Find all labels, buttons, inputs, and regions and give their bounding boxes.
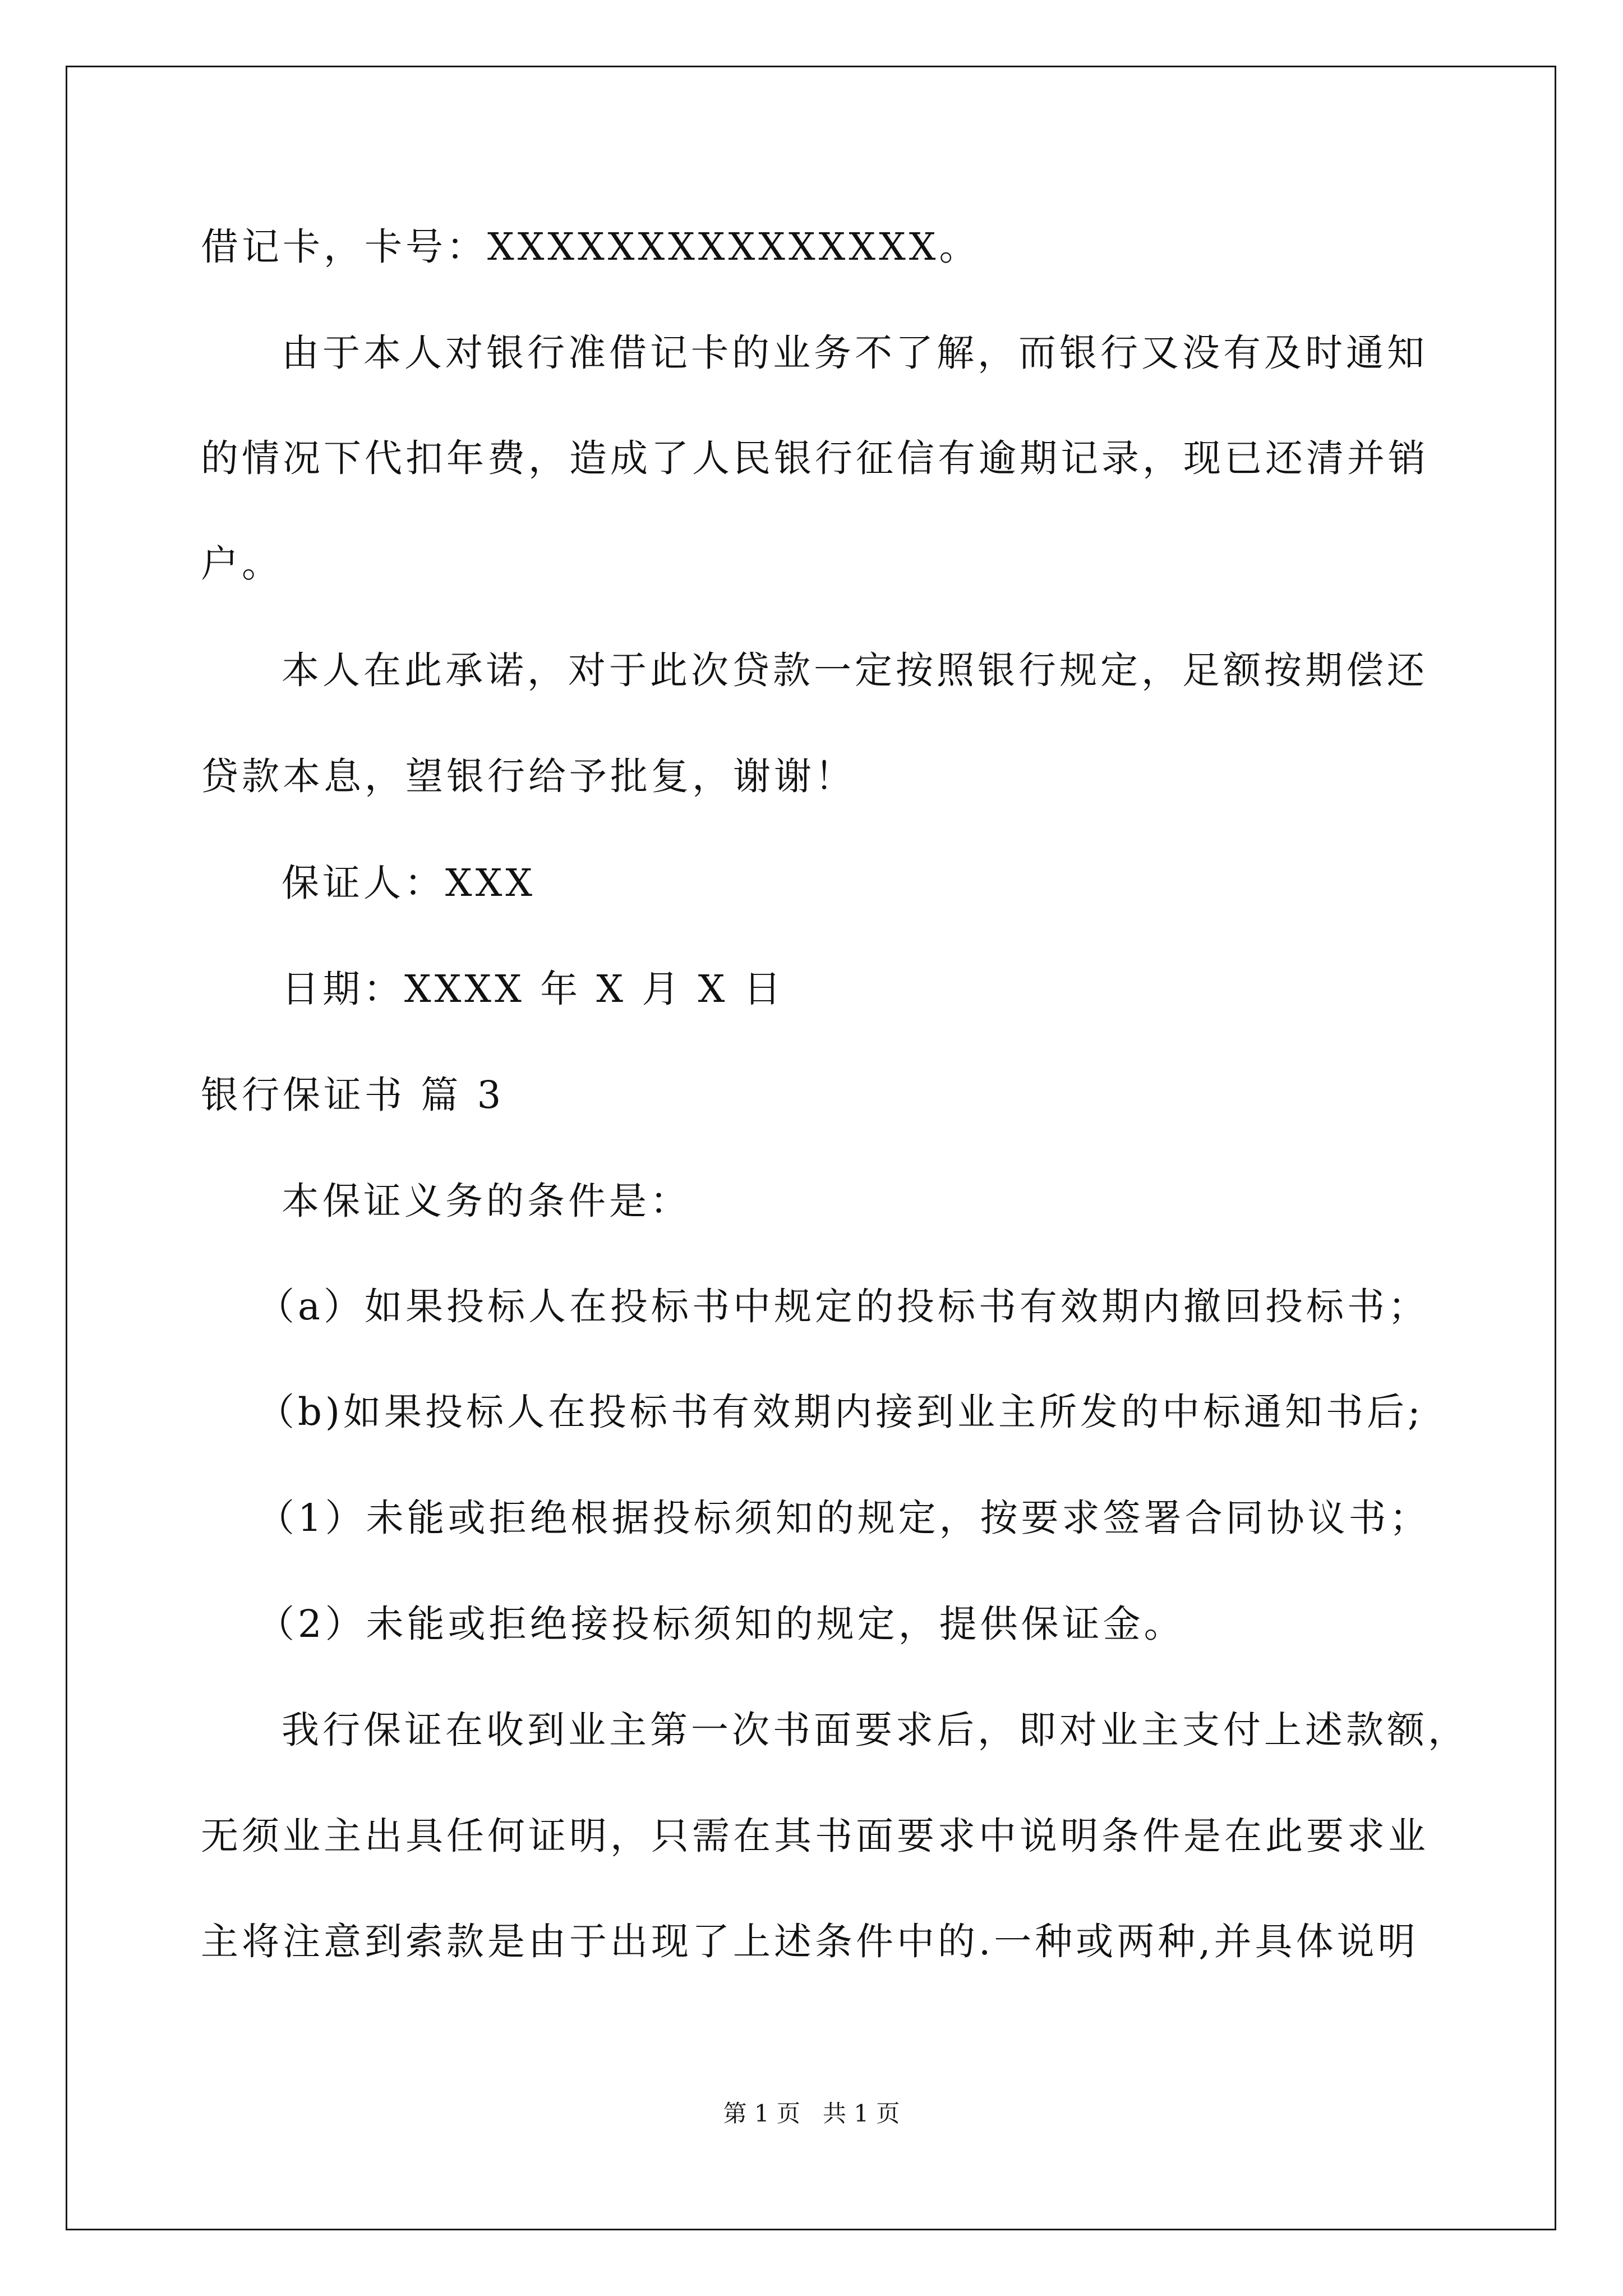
paragraph-line: 本保证义务的条件是： xyxy=(282,1179,691,1223)
paragraph-line: 我行保证在收到业主第一次书面要求后，即对业主支付上述款额， xyxy=(282,1708,1469,1752)
paragraph-line: 借记卡，卡号：XXXXXXXXXXXXXXX。 xyxy=(201,225,980,269)
condition-item: （b)如果投标人在投标书有效期内接到业主所发的中标通知书后; xyxy=(257,1390,1424,1434)
page-number: 第 1 页 xyxy=(723,2100,800,2127)
paragraph-line: 贷款本息，望银行给予批复，谢谢！ xyxy=(201,754,856,798)
paragraph-line: 主将注意到索款是由于出现了上述条件中的.一种或两种,并具体说明 xyxy=(201,1920,1419,1963)
page-border xyxy=(66,66,1556,2230)
condition-item: （2）未能或拒绝接投标须知的规定，提供保证金。 xyxy=(257,1602,1185,1646)
condition-item: （a）如果投标人在投标书中规定的投标书有效期内撤回投标书； xyxy=(257,1285,1429,1328)
paragraph-line: 的情况下代扣年费，造成了人民银行征信有逾期记录，现已还清并销 xyxy=(201,436,1429,480)
paragraph-line: 户。 xyxy=(201,542,283,586)
condition-item: （1）未能或拒绝根据投标须知的规定，按要求签署合同协议书； xyxy=(257,1496,1431,1540)
signatory-line: 保证人：XXX xyxy=(282,861,536,905)
paragraph-line: 无须业主出具任何证明，只需在其书面要求中说明条件是在此要求业 xyxy=(201,1814,1429,1858)
paragraph-line: 本人在此承诺，对于此次贷款一定按照银行规定，足额按期偿还 xyxy=(282,648,1428,692)
section-heading: 银行保证书 篇 3 xyxy=(201,1073,505,1117)
page-footer xyxy=(0,2097,1623,2131)
page-total: 共 1 页 xyxy=(823,2100,900,2127)
date-line: 日期：XXXX 年 X 月 X 日 xyxy=(282,967,785,1011)
paragraph-line: 由于本人对银行准借记卡的业务不了解，而银行又没有及时通知 xyxy=(282,331,1428,375)
